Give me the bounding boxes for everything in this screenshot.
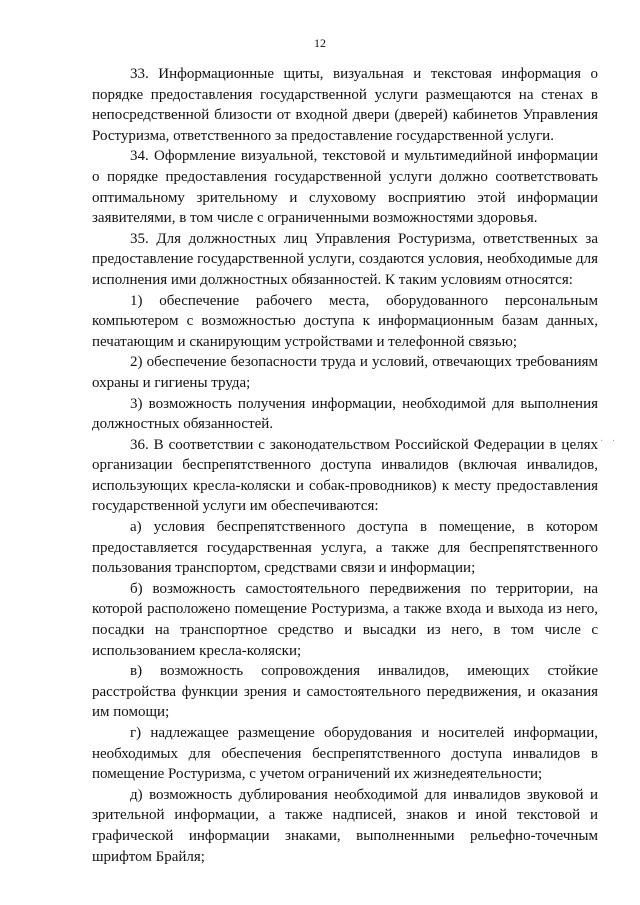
paragraph-36-item-a: а) условия беспрепятственного доступа в помещение, в котором предоставляется государственная услуга, а также для беспрепятственного пользования транспортом, средствами связи и информации; (92, 519, 598, 577)
paragraph-36-item-g: г) надлежащее размещение оборудования и носителей информации, необходимых для обеспечения беспрепятственного доступа инвалидов в помещение Ростуризма, с учетом ограничений их жизнедеятельности; (92, 725, 598, 783)
paragraph-36-item-d: д) возможность дублирования необходимой для инвалидов звуковой и зрительной информации, а также надписей, знаков и иной текстовой и графической информации знаками, выполненными рельефно-точечным шрифтом Брайля; (92, 786, 598, 865)
document-body (92, 64, 598, 867)
paragraph-33: 33. Информационные щиты, визуальная и текстовая информация о порядке предоставления государственной услуги размещаются на стенах в непосредственной близости от входной двери (дверей) кабинетов Управления Ростуризма, ответственного за предоставление государственной услуги. (92, 66, 598, 144)
paragraph-35-item-1: 1) обеспечение рабочего места, оборудованного персональным компьютером с возможностью доступа к информационным базам данных, печатающим и сканирующим устройствами и телефонной связью; (92, 292, 598, 350)
page-number: 12 (314, 36, 326, 50)
paragraph-35-item-3: 3) возможность получения информации, необходимой для выполнения должностных обязанностей. (92, 395, 598, 433)
paragraph-36: 36. В соответствии с законодательством Российской Федерации в целях организации беспрепятственного доступа инвалидов (включая инвалидов, использующих кресла-коляски и собак-проводников) к месту предоставления государственной услуги им обеспечиваются: (92, 436, 598, 515)
paragraph-36-item-b: б) возможность самостоятельного передвижения по территории, на которой расположено помещение Ростуризма, а также входа и выхода из него, посадки на транспортное средство и высадки из него, в том числе с использованием кресла-коляски; (92, 580, 598, 659)
paragraph-35: 35. Для должностных лиц Управления Ростуризма, ответственных за предоставление государственной услуги, создаются условия, необходимые для исполнения ими должностных обязанностей. К таким условиям относятся: (92, 230, 598, 288)
scan-artifact-dots: · · (600, 436, 619, 447)
paragraph-35-item-2: 2) обеспечение безопасности труда и условий, отвечающих требованиям охраны и гигиены труда; (92, 354, 598, 391)
paragraph-36-item-v: в) возможность сопровождения инвалидов, имеющих стойкие расстройства функции зрения и самостоятельного передвижения, и оказания им помощи; (92, 663, 598, 721)
paragraph-34: 34. Оформление визуальной, текстовой и мультимедийной информации о порядке предоставления государственной услуги должно соответствовать оптимальному зрительному и слуховому восприятию этой информации заявителями, в том числе с ограниченными возможностями здоровья. (92, 148, 598, 227)
